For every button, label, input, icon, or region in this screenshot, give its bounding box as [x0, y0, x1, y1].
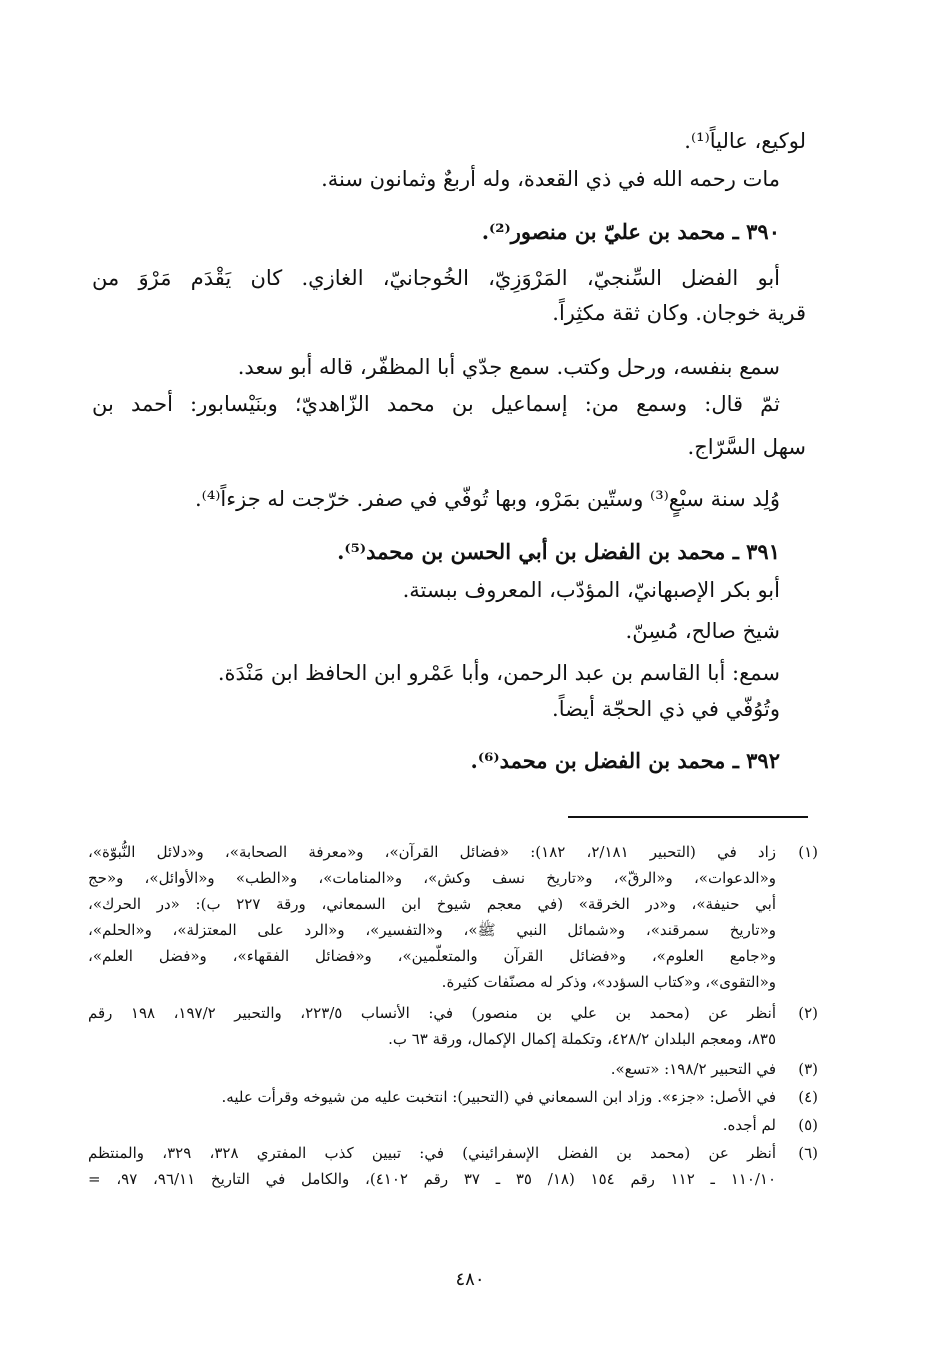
body-line: مات رحمه الله في ذي القعدة، وله أربعٌ وثمانون سنة.	[321, 167, 780, 191]
body-line: لوكيع، عالياً⁽¹⁾.	[684, 129, 806, 153]
body-line: وتُوُفّي في ذي الحجّة أيضاً.	[552, 697, 780, 721]
footnote-line: أنظر عن (محمد بن الفضل الإسفرائيني) في: تبيين كذب المفتري ٣٢٨، ٣٢٩، والمنتظم	[88, 1144, 776, 1162]
footnote-line: زاد في (التحبير ٢/١٨١، ١٨٢): «فضائل القرآن»، و«معرفة الصحابة»، و«دلائل النُّبوّة»،	[88, 843, 776, 861]
footnote-line: ١١٠/١٠ ـ ١١٢ رقم ١٥٤ (١٨/ ٣٥ ـ ٣٧ رقم ٤١٠٢)، والكامل في التاريخ ٩٦/١١، ٩٧، =	[88, 1170, 776, 1188]
body-line: شيخ صالح، مُسِنّ.	[625, 619, 780, 643]
footnote-number: (٣)	[798, 1060, 818, 1078]
footnote-line: لم أجده.	[722, 1116, 776, 1134]
entry-heading: ٣٩٢ ـ محمد بن الفضل بن محمد⁽⁶⁾.	[470, 748, 780, 773]
footnote-line: و«التقوى»، و«كتاب السؤدد»، وذكر له مصنّفات كثيرة.	[441, 973, 776, 991]
body-line: سمع: أبا القاسم بن عبد الرحمن، وأبا عَمْرو ابن الحافظ ابن مَنْدَة.	[217, 661, 780, 685]
footnote-line: في الأصل: «جزء». وزاد ابن السمعاني في (التحبير): انتخبت عليه من شيوخه وقرأت عليه.	[221, 1088, 776, 1106]
body-line: سمع بنفسه، ورحل وكتب. سمع جدّي أبا المظفّر، قاله أبو سعد.	[237, 355, 780, 379]
body-line: أبو بكر الإصبهانيّ، المؤدّب، المعروف ببستة.	[402, 578, 780, 602]
body-line: وُلِد سنة سبْعٍ⁽³⁾ وستّين بمَرْو، وبها تُوفّي في صفر. خرّجت له جزءاً⁽⁴⁾.	[194, 487, 780, 511]
footnote-number: (٤)	[798, 1088, 818, 1106]
entry-heading: ٣٩٠ ـ محمد بن عليّ بن منصور⁽²⁾.	[481, 219, 780, 244]
footnote-separator	[568, 816, 808, 818]
footnote-line: أنظر عن (محمد بن علي بن منصور) في: الأنساب ٢٢٣/٥، والتحبير ١٩٧/٢، ١٩٨ رقم	[88, 1004, 776, 1022]
page-number: ٤٨٠	[455, 1269, 485, 1290]
body-line: سهل السَّرّاج.	[687, 435, 806, 459]
body-line: قرية خوجان. وكان ثقة مكثِراً.	[552, 301, 806, 325]
footnote-number: (٦)	[798, 1144, 818, 1162]
entry-heading: ٣٩١ ـ محمد بن الفضل بن أبي الحسن بن محمد⁽⁵⁾.	[337, 539, 780, 564]
footnote-number: (١)	[798, 843, 818, 861]
footnote-line: في التحبير ١٩٨/٢: «تسع».	[610, 1060, 776, 1078]
footnote-line: و«جامع العلوم»، و«فضائل القرآن والمتعلّمين»، و«فضائل الفقهاء»، و«فضل العلم»،	[88, 947, 776, 965]
body-line: ثمّ قال: وسمع من: إسماعيل بن محمد الزّاهديّ؛ وبنَيْسابور: أحمد بن	[92, 392, 780, 416]
footnote-line: ٨٣٥، ومعجم البلدان ٤٢٨/٢، وتكملة إكمال الإكمال، ورقة ٦٣ ب.	[388, 1030, 776, 1048]
footnote-line: و«الدعوات»، و«الرقّ»، و«تاريخ نسف وكش»، و«المنامات»، و«الطب» و«الأوائل»، و«حج	[88, 869, 776, 887]
footnote-line: و«تاريخ سمرقند»، و«شمائل النبي ﷺ»، و«التفسير»، و«الرد على المعتزلة»، و«الحلم»،	[88, 921, 776, 939]
body-line: أبو الفضل السِّنجيّ، المَرْوَزِيّ، الخُوجانيّ، الغازي. كان يَقْدَم مَرْوَ من	[92, 266, 780, 290]
footnote-number: (٥)	[798, 1116, 818, 1134]
footnote-number: (٢)	[798, 1004, 818, 1022]
footnote-line: أبي حنيفة»، و«در الخرقة» (في معجم شيوخ ابن السمعاني، ورقة ٢٢٧ ب): «در الحرك»،	[88, 895, 776, 913]
